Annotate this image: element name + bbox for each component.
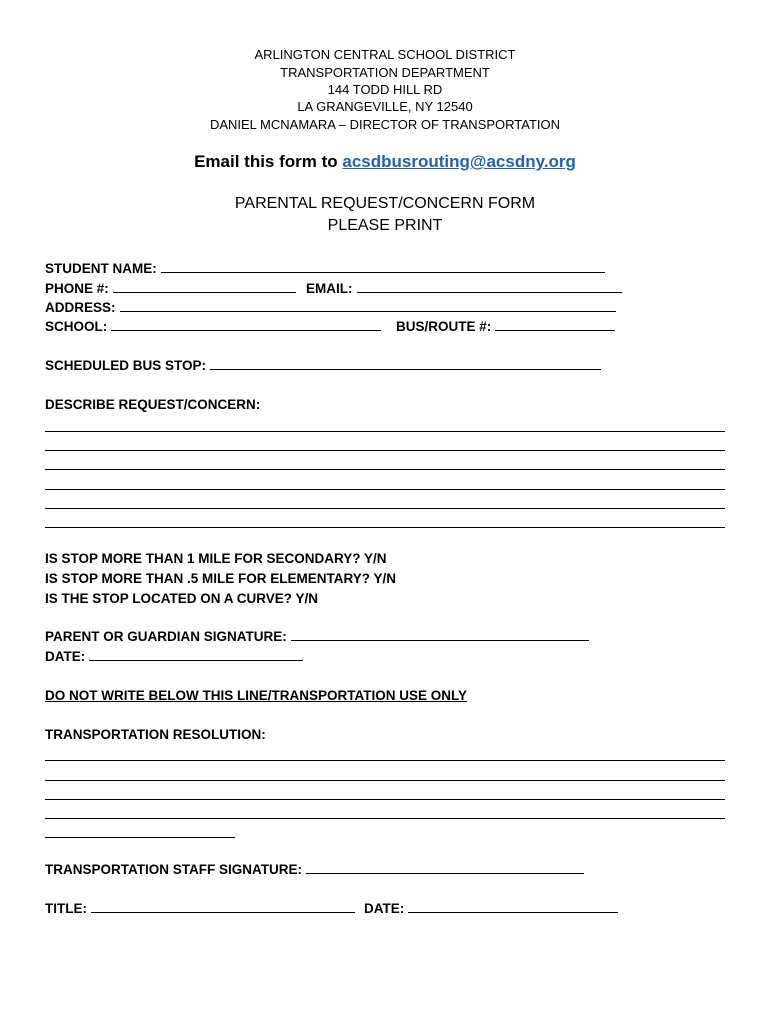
form-title: PARENTAL REQUEST/CONCERN FORM	[234, 195, 536, 212]
describe-line[interactable]	[45, 450, 725, 451]
describe-line[interactable]	[45, 469, 725, 470]
bus-route-label: BUS/ROUTE #:	[396, 319, 492, 334]
describe-line[interactable]	[45, 431, 725, 432]
form-subtitle: PLEASE PRINT	[327, 217, 443, 234]
staff-title-field[interactable]	[45, 901, 355, 916]
resolution-line[interactable]	[45, 837, 235, 838]
student-name-label: STUDENT NAME:	[45, 261, 157, 276]
scheduled-stop-field[interactable]	[45, 358, 601, 373]
email-line[interactable]	[357, 292, 622, 293]
city-address: LA GRANGEVILLE, NY 12540	[297, 99, 473, 114]
street-address: 144 TODD HILL RD	[327, 82, 443, 97]
scheduled-stop-line[interactable]	[210, 369, 601, 370]
address-field[interactable]	[45, 300, 616, 315]
resolution-line[interactable]	[45, 818, 725, 819]
school-field[interactable]	[45, 319, 381, 334]
parent-signature-line[interactable]	[291, 640, 589, 641]
parent-date-line[interactable]	[89, 660, 303, 661]
email-instruction	[0, 152, 770, 172]
email-field[interactable]	[306, 281, 622, 296]
resolution-label: TRANSPORTATION RESOLUTION:	[45, 727, 266, 742]
parent-signature-field[interactable]	[45, 629, 589, 644]
student-name-field[interactable]	[45, 261, 625, 276]
office-use-divider: DO NOT WRITE BELOW THIS LINE/TRANSPORTATION USE ONLY	[45, 688, 468, 703]
question-secondary: IS STOP MORE THAN 1 MILE FOR SECONDARY? Y/N	[45, 551, 387, 566]
question-curve: IS THE STOP LOCATED ON A CURVE? Y/N	[45, 591, 319, 606]
phone-label: PHONE #:	[45, 281, 109, 296]
scheduled-stop-label: SCHEDULED BUS STOP:	[45, 358, 207, 373]
staff-signature-field[interactable]	[45, 862, 584, 877]
describe-line[interactable]	[45, 508, 725, 509]
staff-title-line[interactable]	[91, 912, 355, 913]
student-name-line[interactable]	[161, 272, 605, 273]
staff-title-label: TITLE:	[45, 901, 87, 916]
resolution-line[interactable]	[45, 799, 725, 800]
parent-date-field[interactable]	[45, 649, 303, 664]
email-prefix: Email this form to	[194, 152, 343, 171]
staff-date-field[interactable]	[364, 901, 618, 916]
school-line[interactable]	[111, 330, 381, 331]
address-label: ADDRESS:	[45, 300, 116, 315]
question-elementary: IS STOP MORE THAN .5 MILE FOR ELEMENTARY? Y/N	[45, 571, 397, 586]
describe-line[interactable]	[45, 527, 725, 528]
school-label: SCHOOL:	[45, 319, 108, 334]
address-line[interactable]	[120, 311, 616, 312]
phone-field[interactable]	[45, 281, 296, 296]
describe-label: DESCRIBE REQUEST/CONCERN:	[45, 397, 261, 412]
staff-signature-line[interactable]	[306, 873, 584, 874]
email-link[interactable]: acsdbusrouting@acsdny.org	[342, 152, 576, 171]
describe-line[interactable]	[45, 489, 725, 490]
resolution-line[interactable]	[45, 780, 725, 781]
director-line: DANIEL MCNAMARA – DIRECTOR OF TRANSPORTATION	[209, 117, 561, 132]
resolution-line[interactable]	[45, 760, 725, 761]
bus-route-line[interactable]	[495, 330, 615, 331]
parent-signature-label: PARENT OR GUARDIAN SIGNATURE:	[45, 629, 287, 644]
bus-route-field[interactable]	[396, 319, 615, 334]
staff-date-line[interactable]	[408, 912, 618, 913]
staff-date-label: DATE:	[364, 901, 405, 916]
district-name: ARLINGTON CENTRAL SCHOOL DISTRICT	[254, 47, 516, 62]
phone-line[interactable]	[113, 292, 296, 293]
parent-date-label: DATE:	[45, 649, 86, 664]
staff-signature-label: TRANSPORTATION STAFF SIGNATURE:	[45, 862, 302, 877]
email-label: EMAIL:	[306, 281, 353, 296]
department-name: TRANSPORTATION DEPARTMENT	[280, 65, 490, 80]
